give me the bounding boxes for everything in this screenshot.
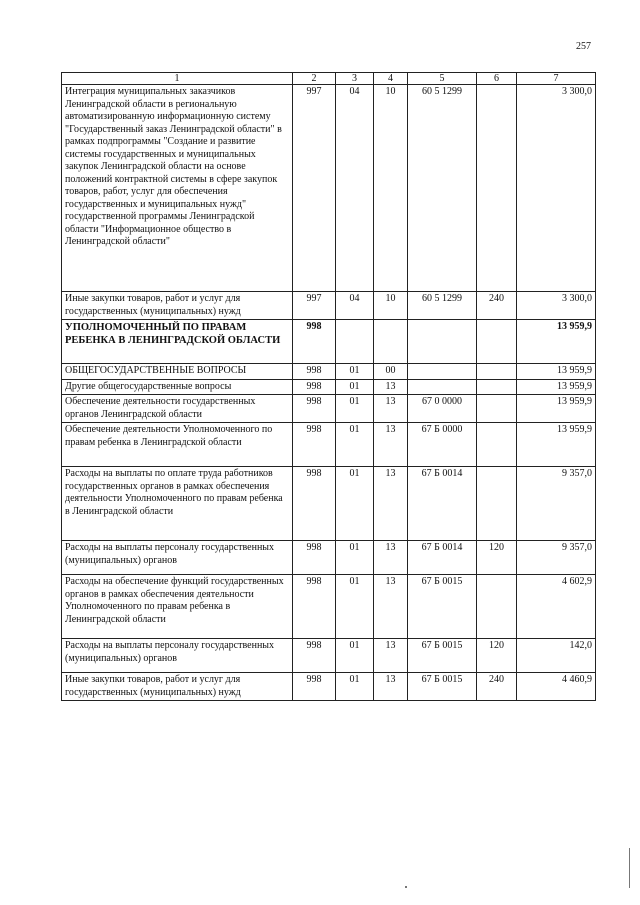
row-subsection: 13 [374, 575, 408, 639]
row-amount: 13 959,9 [517, 320, 596, 364]
row-subsection: 13 [374, 541, 408, 575]
table-row [62, 379, 596, 395]
row-name: Расходы на обеспечение функций государственных органов в рамках обеспечения деятельности Уполномоченного по правам ребенка в Ленинградской области [62, 575, 293, 639]
row-expense-type [477, 364, 517, 380]
row-target-article: 67 Б 0015 [408, 639, 477, 673]
row-target-article [408, 320, 477, 364]
row-subsection: 10 [374, 292, 408, 320]
row-target-article: 60 5 1299 [408, 85, 477, 292]
row-target-article: 67 0 0000 [408, 395, 477, 423]
row-name: ОБЩЕГОСУДАРСТВЕННЫЕ ВОПРОСЫ [62, 364, 293, 380]
row-amount: 13 959,9 [517, 423, 596, 467]
row-subsection: 13 [374, 379, 408, 395]
row-section: 01 [336, 395, 374, 423]
header-col-6: 6 [477, 73, 517, 85]
row-section: 01 [336, 423, 374, 467]
row-amount: 9 357,0 [517, 541, 596, 575]
row-target-article: 67 Б 0015 [408, 673, 477, 701]
table-row [62, 395, 596, 423]
row-subsection [374, 320, 408, 364]
row-expense-type [477, 379, 517, 395]
row-target-article [408, 379, 477, 395]
row-subsection: 13 [374, 423, 408, 467]
row-admin-code: 998 [293, 379, 336, 395]
row-admin-code: 998 [293, 467, 336, 541]
row-name: Обеспечение деятельности Уполномоченного по правам ребенка в Ленинградской области [62, 423, 293, 467]
row-section: 01 [336, 364, 374, 380]
row-subsection: 00 [374, 364, 408, 380]
row-section: 01 [336, 467, 374, 541]
row-admin-code: 998 [293, 364, 336, 380]
table-row [62, 673, 596, 701]
row-name: УПОЛНОМОЧЕННЫЙ ПО ПРАВАМ РЕБЕНКА В ЛЕНИНГРАДСКОЙ ОБЛАСТИ [62, 320, 293, 364]
row-admin-code: 998 [293, 575, 336, 639]
header-col-3: 3 [336, 73, 374, 85]
row-admin-code: 997 [293, 85, 336, 292]
row-admin-code: 998 [293, 395, 336, 423]
header-col-4: 4 [374, 73, 408, 85]
table-row [62, 575, 596, 639]
row-expense-type [477, 395, 517, 423]
row-expense-type [477, 423, 517, 467]
row-amount: 3 300,0 [517, 292, 596, 320]
row-name: Обеспечение деятельности государственных органов Ленинградской области [62, 395, 293, 423]
row-target-article [408, 364, 477, 380]
row-section: 01 [336, 541, 374, 575]
row-expense-type: 120 [477, 541, 517, 575]
row-section: 01 [336, 639, 374, 673]
row-target-article: 67 Б 0014 [408, 467, 477, 541]
row-expense-type: 240 [477, 292, 517, 320]
row-subsection: 13 [374, 673, 408, 701]
row-subsection: 13 [374, 467, 408, 541]
row-section: 04 [336, 85, 374, 292]
row-section [336, 320, 374, 364]
header-col-2: 2 [293, 73, 336, 85]
row-subsection: 13 [374, 639, 408, 673]
row-expense-type [477, 320, 517, 364]
row-admin-code: 998 [293, 423, 336, 467]
table-row [62, 320, 596, 364]
row-name: Расходы на выплаты по оплате труда работников государственных органов в рамках обеспечения деятельности Уполномоченного по правам ребенка в Ленинградской области [62, 467, 293, 541]
row-amount: 3 300,0 [517, 85, 596, 292]
row-expense-type: 120 [477, 639, 517, 673]
row-expense-type [477, 575, 517, 639]
scan-mark [629, 848, 630, 888]
row-amount: 13 959,9 [517, 364, 596, 380]
row-admin-code: 998 [293, 673, 336, 701]
row-name: Другие общегосударственные вопросы [62, 379, 293, 395]
table-row [62, 85, 596, 292]
header-col-7: 7 [517, 73, 596, 85]
row-target-article: 67 Б 0000 [408, 423, 477, 467]
row-expense-type [477, 85, 517, 292]
header-col-5: 5 [408, 73, 477, 85]
row-name: Иные закупки товаров, работ и услуг для государственных (муниципальных) нужд [62, 292, 293, 320]
row-name: Иные закупки товаров, работ и услуг для государственных (муниципальных) нужд [62, 673, 293, 701]
row-name: Расходы на выплаты персоналу государственных (муниципальных) органов [62, 639, 293, 673]
row-section: 04 [336, 292, 374, 320]
row-subsection: 10 [374, 85, 408, 292]
row-amount: 142,0 [517, 639, 596, 673]
table-row [62, 423, 596, 467]
row-admin-code: 998 [293, 541, 336, 575]
row-admin-code: 997 [293, 292, 336, 320]
row-expense-type [477, 467, 517, 541]
row-name: Интеграция муниципальных заказчиков Ленинградской области в региональную автоматизированную информационную систему "Государственный заказ Ленинградской области" в рамках подпрограммы "Создание и развитие системы государственных и муниципальных закупок Ленинградской области на основе положений контрактной системы в сфере закупок товаров, работ, услуг для обеспечения государственных и муниципальных нужд" государственной программы Ленинградской области "Информационное общество в Ленинградской области" [62, 85, 293, 292]
row-subsection: 13 [374, 395, 408, 423]
table-row [62, 364, 596, 380]
row-target-article: 67 Б 0015 [408, 575, 477, 639]
header-col-1: 1 [62, 73, 293, 85]
row-target-article: 60 5 1299 [408, 292, 477, 320]
row-amount: 13 959,9 [517, 395, 596, 423]
table-row [62, 292, 596, 320]
table-row [62, 467, 596, 541]
row-amount: 4 460,9 [517, 673, 596, 701]
row-admin-code: 998 [293, 639, 336, 673]
row-section: 01 [336, 575, 374, 639]
row-amount: 9 357,0 [517, 467, 596, 541]
row-amount: 4 602,9 [517, 575, 596, 639]
table-row [62, 541, 596, 575]
row-admin-code: 998 [293, 320, 336, 364]
row-section: 01 [336, 673, 374, 701]
page-number: 257 [576, 41, 591, 52]
row-name: Расходы на выплаты персоналу государственных (муниципальных) органов [62, 541, 293, 575]
row-expense-type: 240 [477, 673, 517, 701]
table-row [62, 639, 596, 673]
budget-table [61, 72, 596, 701]
header-row [62, 73, 596, 85]
row-amount: 13 959,9 [517, 379, 596, 395]
scan-mark [405, 886, 407, 888]
row-target-article: 67 Б 0014 [408, 541, 477, 575]
row-section: 01 [336, 379, 374, 395]
